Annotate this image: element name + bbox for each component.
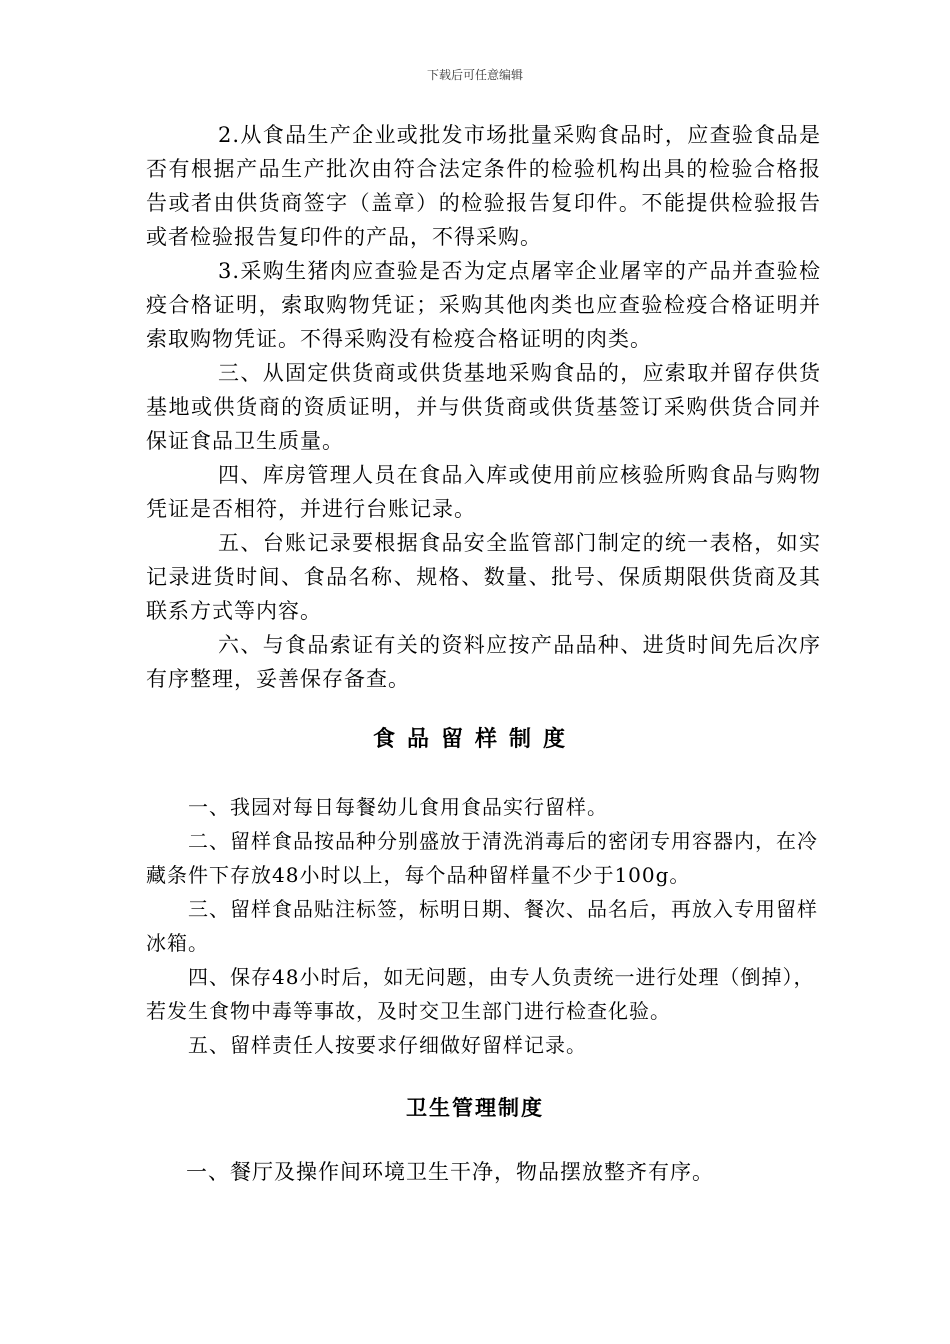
paragraph: 三、留样食品贴注标签，标明日期、餐次、品名后，再放入专用留样冰箱。	[146, 897, 818, 955]
section-title-food-sample: 食品留样制度	[372, 727, 577, 752]
section-title-hygiene: 卫生管理制度	[406, 1096, 544, 1120]
paragraph: 五、留样责任人按要求仔细做好留样记录。	[188, 1033, 587, 1057]
paragraph: 3.采购生猪肉应查验是否为定点屠宰企业屠宰的产品并查验检疫合格证明，索取购物凭证；采购其他肉类也应查验检疫合格证明并索取购物凭证。不得采购没有检疫合格证明的肉类。	[146, 259, 821, 351]
paragraph: 三、从固定供货商或供货基地采购食品的，应索取并留存供货基地或供货商的资质证明，并与供货商或供货基签订采购供货合同并保证食品卫生质量。	[146, 361, 821, 453]
paragraph: 四、库房管理人员在食品入库或使用前应核验所购食品与购物凭证是否相符，并进行台账记录。	[146, 463, 821, 521]
paragraph: 六、与食品索证有关的资料应按产品品种、进货时间先后次序有序整理，妥善保存备查。	[146, 633, 821, 691]
paragraph: 一、餐厅及操作间环境卫生干净，物品摆放整齐有序。	[186, 1160, 714, 1184]
paragraph: 五、台账记录要根据食品安全监管部门制定的统一表格，如实记录进货时间、食品名称、规格、数量、批号、保质期限供货商及其联系方式等内容。	[146, 531, 821, 623]
paragraph: 2.从食品生产企业或批发市场批量采购食品时，应查验食品是否有根据产品生产批次由符合法定条件的检验机构出具的检验合格报告或者由供货商签字（盖章）的检验报告复印件。不能提供检验报告或者检验报告复印件的产品，不得采购。	[146, 123, 821, 249]
paragraph: 二、留样食品按品种分别盛放于清洗消毒后的密闭专用容器内，在冷藏条件下存放48小时以上，每个品种留样量不少于100g。	[146, 829, 818, 887]
section-a-body	[146, 118, 821, 696]
section-b-body	[146, 790, 821, 1062]
paragraph: 四、保存48小时后，如无问题，由专人负责统一进行处理（倒掉），若发生食物中毒等事故，及时交卫生部门进行检查化验。	[146, 965, 815, 1023]
paragraph: 一、我园对每日每餐幼儿食用食品实行留样。	[188, 795, 608, 819]
header-note: 下载后可任意编辑	[426, 68, 523, 82]
